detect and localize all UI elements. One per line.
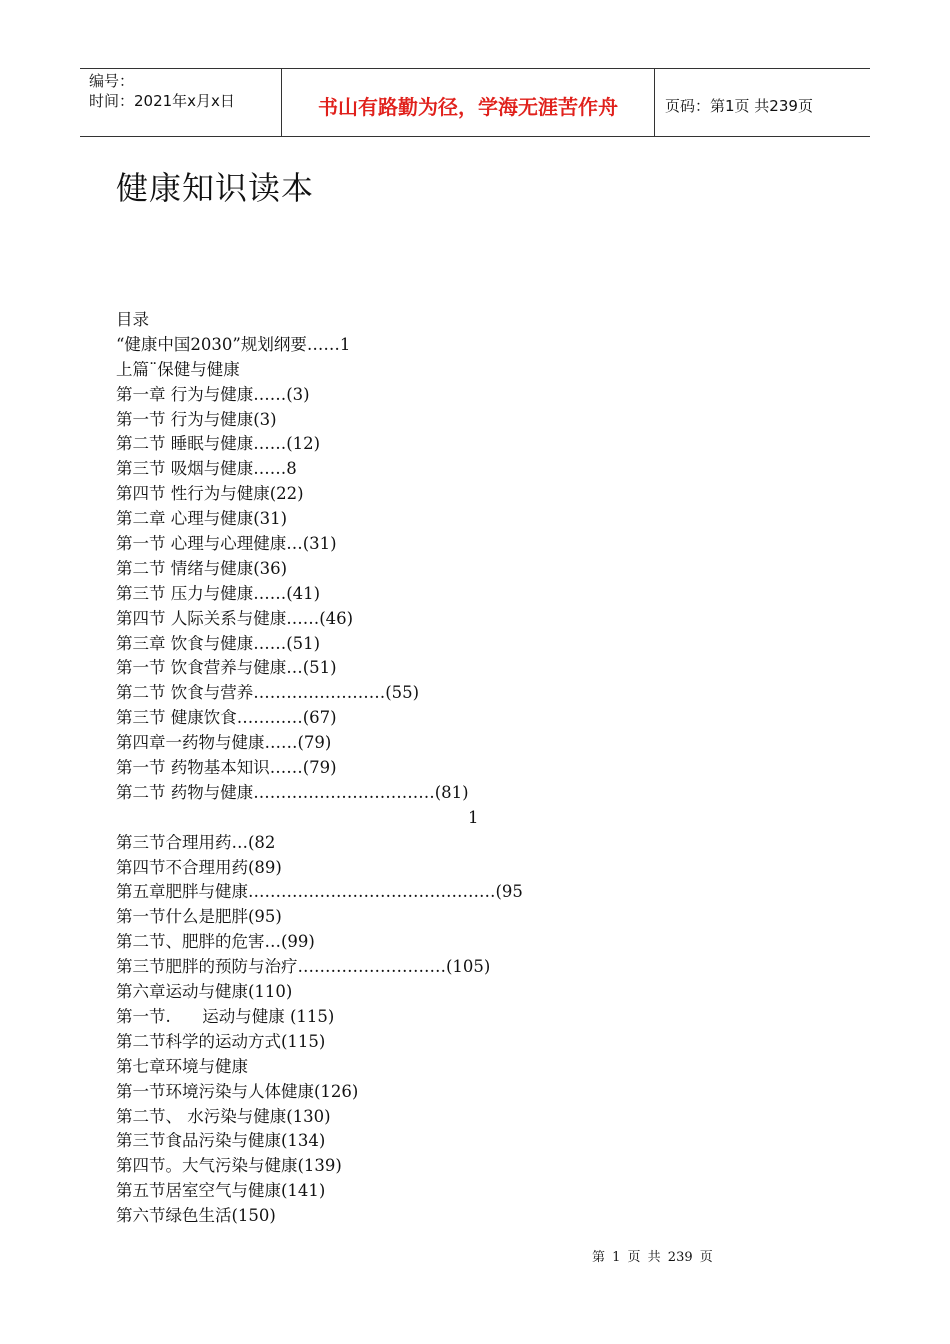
toc-entry: 第四章一药物与健康……(79): [116, 733, 332, 753]
toc-entry: 第一节. 运动与健康 (115): [116, 1006, 335, 1026]
toc-entry: 第一节什么是肥胖(95): [116, 907, 282, 927]
toc-entry: 第一章 行为与健康……(3): [116, 384, 310, 404]
toc-entry: 第五章肥胖与健康………………………………………(95: [116, 882, 523, 902]
inline-page-number: 1: [468, 807, 479, 827]
toc-entry: 第二节 饮食与营养……………………(55): [116, 683, 420, 703]
number-label: 编号：: [89, 72, 135, 90]
toc-entry: 第六节绿色生活(150): [116, 1206, 276, 1226]
header-page-info: 页码：第1页 共239页: [665, 97, 813, 115]
toc-entry: 第三节合理用药…(82: [116, 832, 276, 852]
document-header: [80, 68, 870, 137]
page-footer: 第 1 页 共 239 页: [592, 1250, 713, 1265]
header-meta-cell: [80, 69, 282, 136]
toc-entry: 上篇¨保健与健康: [116, 359, 240, 379]
toc-entry: 第二节 睡眠与健康……(12): [116, 434, 321, 454]
toc-entry: “健康中国2030”规划纲要……1: [116, 334, 351, 354]
toc-entry: 第三节 压力与健康……(41): [116, 583, 321, 603]
toc-entry: 第一节环境污染与人体健康(126): [116, 1081, 359, 1101]
table-of-contents: [116, 308, 523, 1229]
toc-entry: 第六章运动与健康(110): [116, 982, 293, 1002]
toc-entry: 第一节 心理与心理健康…(31): [116, 534, 337, 554]
toc-entry: 第二节、肥胖的危害…(99): [116, 932, 315, 952]
toc-entry: 第三节 健康饮食…………(67): [116, 708, 337, 728]
toc-entry: 第四节 人际关系与健康……(46): [116, 608, 354, 628]
toc-entry: 第五节居室空气与健康(141): [116, 1181, 326, 1201]
toc-entry: 第二章 心理与健康(31): [116, 509, 288, 529]
toc-entry: 第三章 饮食与健康……(51): [116, 633, 321, 653]
toc-entry: 第一节 药物基本知识……(79): [116, 758, 337, 778]
toc-entry: 第二节 药物与健康……………………………(81): [116, 782, 469, 802]
toc-entry: 第四节 性行为与健康(22): [116, 484, 304, 504]
toc-entry: 目录: [116, 310, 149, 329]
toc-entry: 第三节 吸烟与健康……8: [116, 459, 297, 479]
toc-entry: 第一节 行为与健康(3): [116, 409, 277, 429]
document-title: 健康知识读本: [116, 169, 315, 207]
toc-entry: 第七章环境与健康: [116, 1056, 248, 1076]
toc-entry: 第二节 情绪与健康(36): [116, 558, 288, 578]
toc-entry: 第二节科学的运动方式(115): [116, 1031, 326, 1051]
toc-entry: 第二节、 水污染与健康(130): [116, 1106, 331, 1126]
toc-entry: 第四节不合理用药(89): [116, 857, 282, 877]
header-motto: 书山有路勤为径，学海无涯苦作舟: [282, 69, 655, 136]
time-label: 时间：2021年x月x日: [89, 92, 235, 110]
toc-entry: 第四节。大气污染与健康(139): [116, 1156, 342, 1176]
toc-entry: 第三节肥胖的预防与治疗………………………(105): [116, 957, 491, 977]
toc-entry: 第三节食品污染与健康(134): [116, 1131, 326, 1151]
toc-entry: 第一节 饮食营养与健康…(51): [116, 658, 337, 678]
